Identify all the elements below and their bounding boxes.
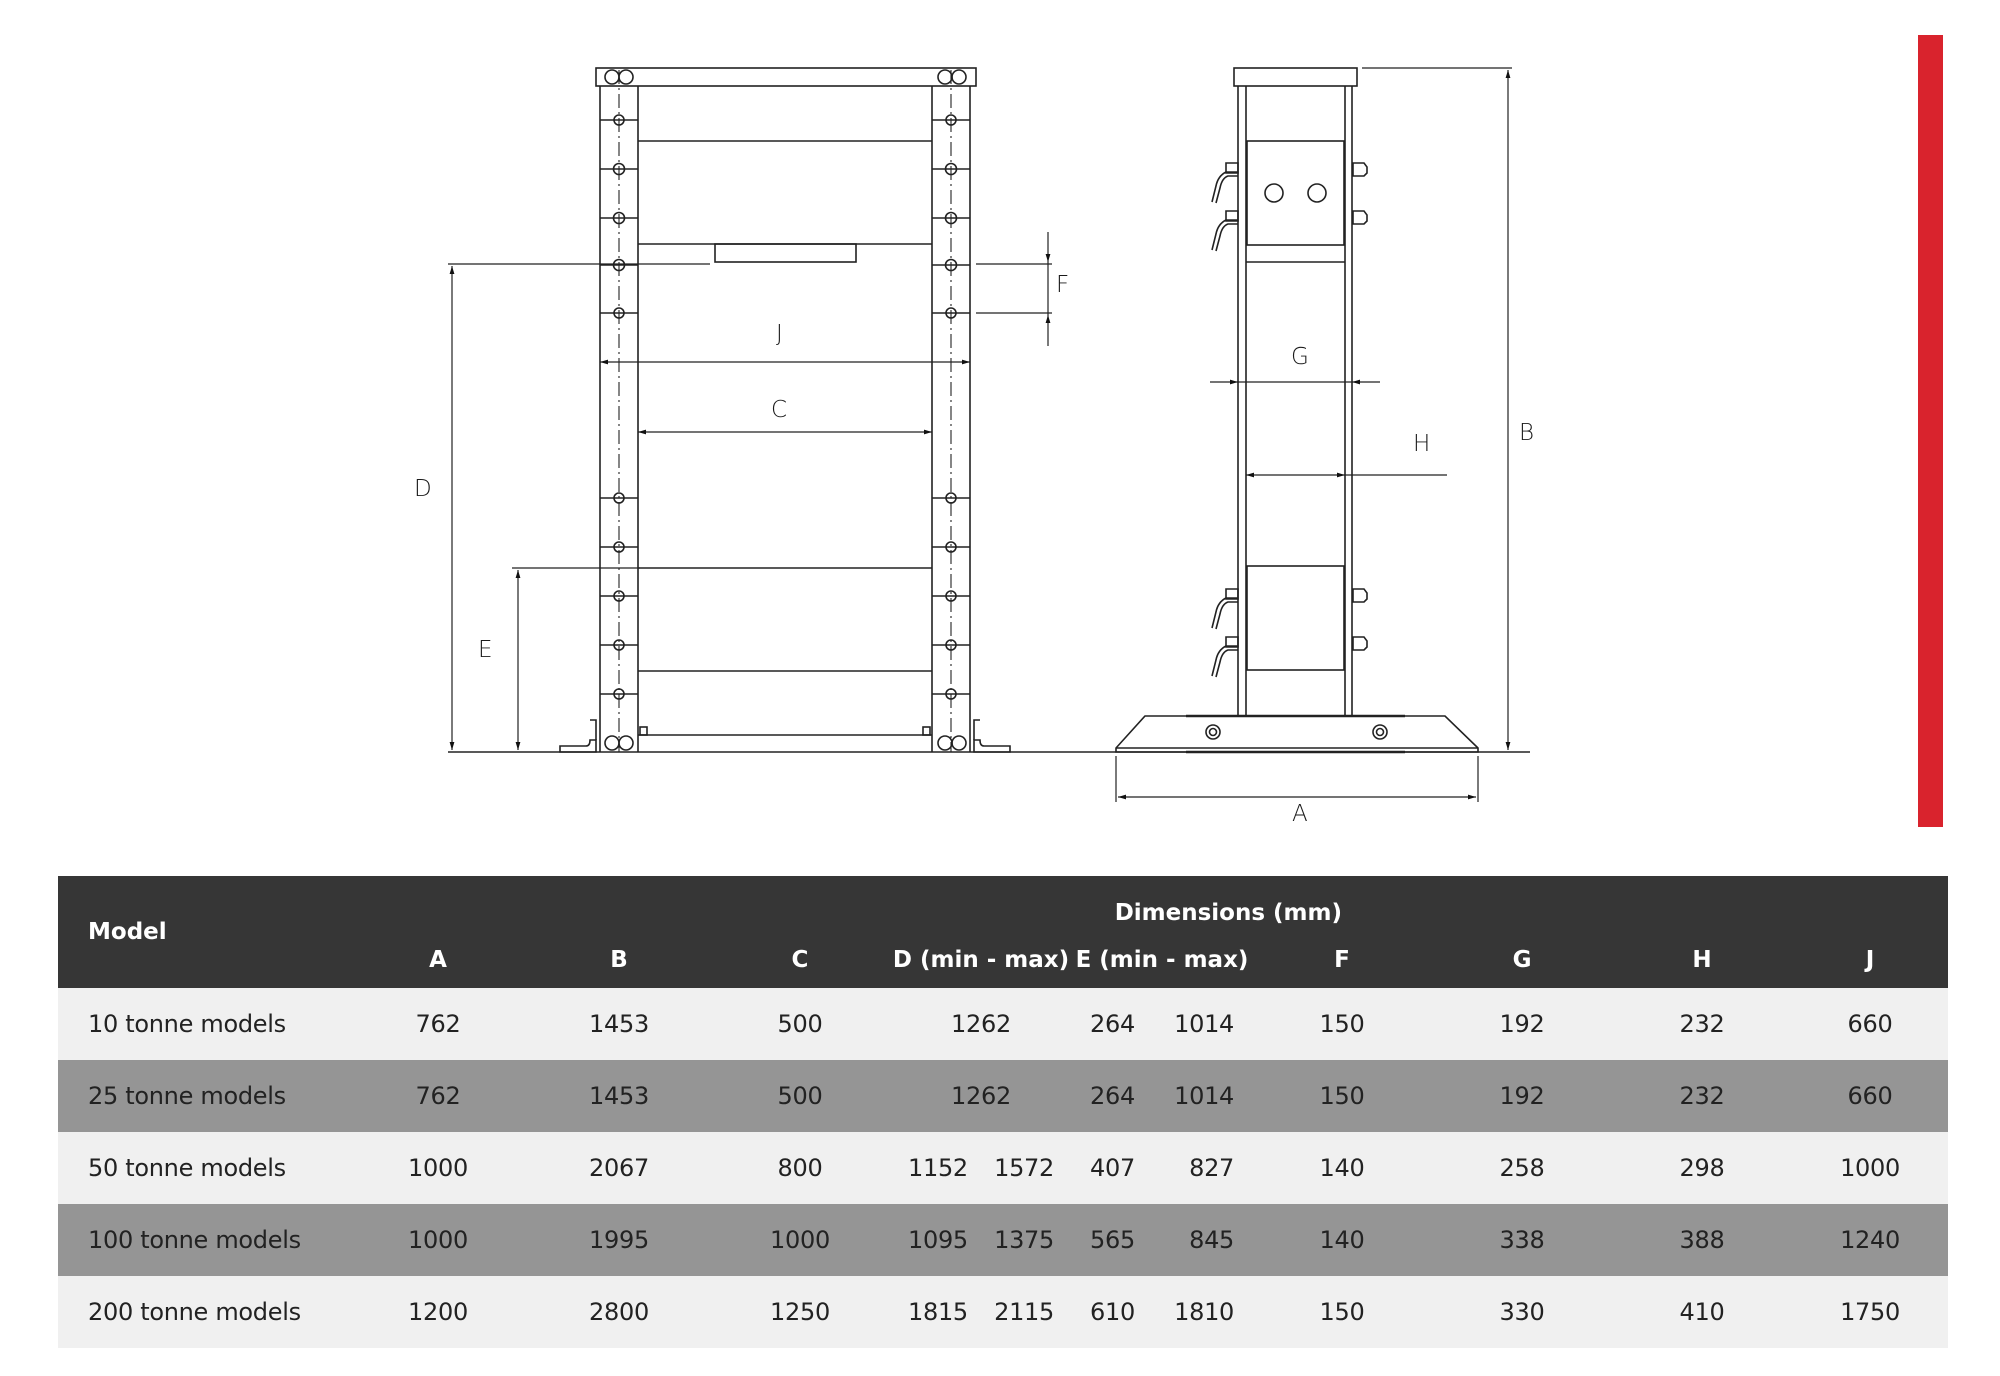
- cell-model: 200 tonne models: [58, 1276, 348, 1348]
- cell-e-min: 610: [1090, 1298, 1135, 1326]
- cell-e-min: 407: [1090, 1154, 1135, 1182]
- cell-f: 150: [1252, 1276, 1432, 1348]
- cell-a: 1000: [348, 1204, 528, 1276]
- cell-d-range: [890, 988, 1072, 1060]
- header-model: Model: [58, 876, 348, 988]
- cell-e-min: 565: [1090, 1226, 1135, 1254]
- dimension-label-h: H: [1413, 431, 1431, 457]
- dimension-label-f: F: [1056, 272, 1070, 298]
- cell-e-range: [1072, 1132, 1252, 1204]
- cell-e-range: [1072, 1276, 1252, 1348]
- red-accent-bar: [1918, 35, 1943, 827]
- cell-h: 298: [1612, 1132, 1792, 1204]
- cell-d-range: [890, 1060, 1072, 1132]
- cell-c: 1000: [710, 1204, 890, 1276]
- cell-e-max: 845: [1189, 1226, 1235, 1254]
- side-dimensions: [1116, 68, 1512, 802]
- cell-b: 2067: [528, 1132, 710, 1204]
- cell-d-range: [890, 1204, 1072, 1276]
- header-col-c: C: [710, 932, 890, 988]
- cell-g: 338: [1432, 1204, 1612, 1276]
- cell-j: 1240: [1792, 1204, 1948, 1276]
- cell-e-range: [1072, 1060, 1252, 1132]
- cell-e-min: 264: [1090, 1082, 1135, 1110]
- cell-a: 762: [348, 1060, 528, 1132]
- cell-d-max: 1572: [994, 1154, 1054, 1182]
- cell-g: 192: [1432, 988, 1612, 1060]
- cell-g: 330: [1432, 1276, 1612, 1348]
- cell-j: 1750: [1792, 1276, 1948, 1348]
- cell-e-max: 1810: [1174, 1298, 1235, 1326]
- cell-b: 1453: [528, 1060, 710, 1132]
- cell-e-min: 264: [1090, 1010, 1135, 1038]
- cell-j: 660: [1792, 988, 1948, 1060]
- cell-f: 150: [1252, 988, 1432, 1060]
- cell-a: 1200: [348, 1276, 528, 1348]
- cell-a: 1000: [348, 1132, 528, 1204]
- cell-h: 410: [1612, 1276, 1792, 1348]
- dimension-label-a: A: [1292, 801, 1308, 827]
- table-row: [58, 1060, 1948, 1132]
- cell-c: 500: [710, 988, 890, 1060]
- cell-model: 50 tonne models: [58, 1132, 348, 1204]
- cell-e-max: 827: [1189, 1154, 1235, 1182]
- cell-b: 1453: [528, 988, 710, 1060]
- cell-c: 1250: [710, 1276, 890, 1348]
- cell-d-max: 1375: [994, 1226, 1054, 1254]
- cell-e-range: [1072, 1204, 1252, 1276]
- cell-d-min: 1095: [908, 1226, 968, 1254]
- cell-d-range: [890, 1132, 1072, 1204]
- cell-c: 800: [710, 1132, 890, 1204]
- table-row: [58, 1276, 1948, 1348]
- dimensions-table: [58, 876, 1948, 1348]
- table-row: [58, 988, 1948, 1060]
- header-col-j: J: [1792, 932, 1948, 988]
- header-col-a: A: [348, 932, 528, 988]
- cell-d-min: 1262: [951, 1082, 1011, 1110]
- cell-b: 2800: [528, 1276, 710, 1348]
- cell-model: 100 tonne models: [58, 1204, 348, 1276]
- side-view: [1116, 68, 1478, 752]
- header-dimensions-group: Dimensions (mm): [890, 876, 1252, 932]
- cell-j: 1000: [1792, 1132, 1948, 1204]
- header-col-b: B: [528, 932, 710, 988]
- dimension-label-j: J: [776, 321, 783, 347]
- dimension-label-g: G: [1291, 344, 1309, 370]
- table-row: [58, 1132, 1948, 1204]
- header-col-e: E (min - max): [1072, 932, 1252, 988]
- cell-model: 25 tonne models: [58, 1060, 348, 1132]
- cell-f: 150: [1252, 1060, 1432, 1132]
- cell-h: 388: [1612, 1204, 1792, 1276]
- cell-b: 1995: [528, 1204, 710, 1276]
- cell-a: 762: [348, 988, 528, 1060]
- cell-g: 192: [1432, 1060, 1612, 1132]
- cell-d-min: 1262: [951, 1010, 1011, 1038]
- cell-e-max: 1014: [1174, 1010, 1235, 1038]
- cell-h: 232: [1612, 1060, 1792, 1132]
- table-row: [58, 1204, 1948, 1276]
- header-col-g: G: [1432, 932, 1612, 988]
- header-col-h: H: [1612, 932, 1792, 988]
- cell-f: 140: [1252, 1132, 1432, 1204]
- header-col-f: F: [1252, 932, 1432, 988]
- cell-d-min: 1815: [908, 1298, 968, 1326]
- cell-f: 140: [1252, 1204, 1432, 1276]
- cell-e-range: [1072, 988, 1252, 1060]
- cell-c: 500: [710, 1060, 890, 1132]
- cell-h: 232: [1612, 988, 1792, 1060]
- cell-d-min: 1152: [908, 1154, 968, 1182]
- cell-e-max: 1014: [1174, 1082, 1235, 1110]
- dimension-label-c: C: [771, 397, 788, 423]
- cell-j: 660: [1792, 1060, 1948, 1132]
- header-col-d: D (min - max): [890, 932, 1072, 988]
- cell-d-max: 2115: [994, 1298, 1054, 1326]
- dimension-label-d: D: [414, 476, 432, 502]
- dimension-label-e: E: [478, 637, 493, 663]
- front-dimensions: [448, 232, 1052, 750]
- cell-g: 258: [1432, 1132, 1612, 1204]
- cell-model: 10 tonne models: [58, 988, 348, 1060]
- dimension-label-b: B: [1519, 420, 1535, 446]
- cell-d-range: [890, 1276, 1072, 1348]
